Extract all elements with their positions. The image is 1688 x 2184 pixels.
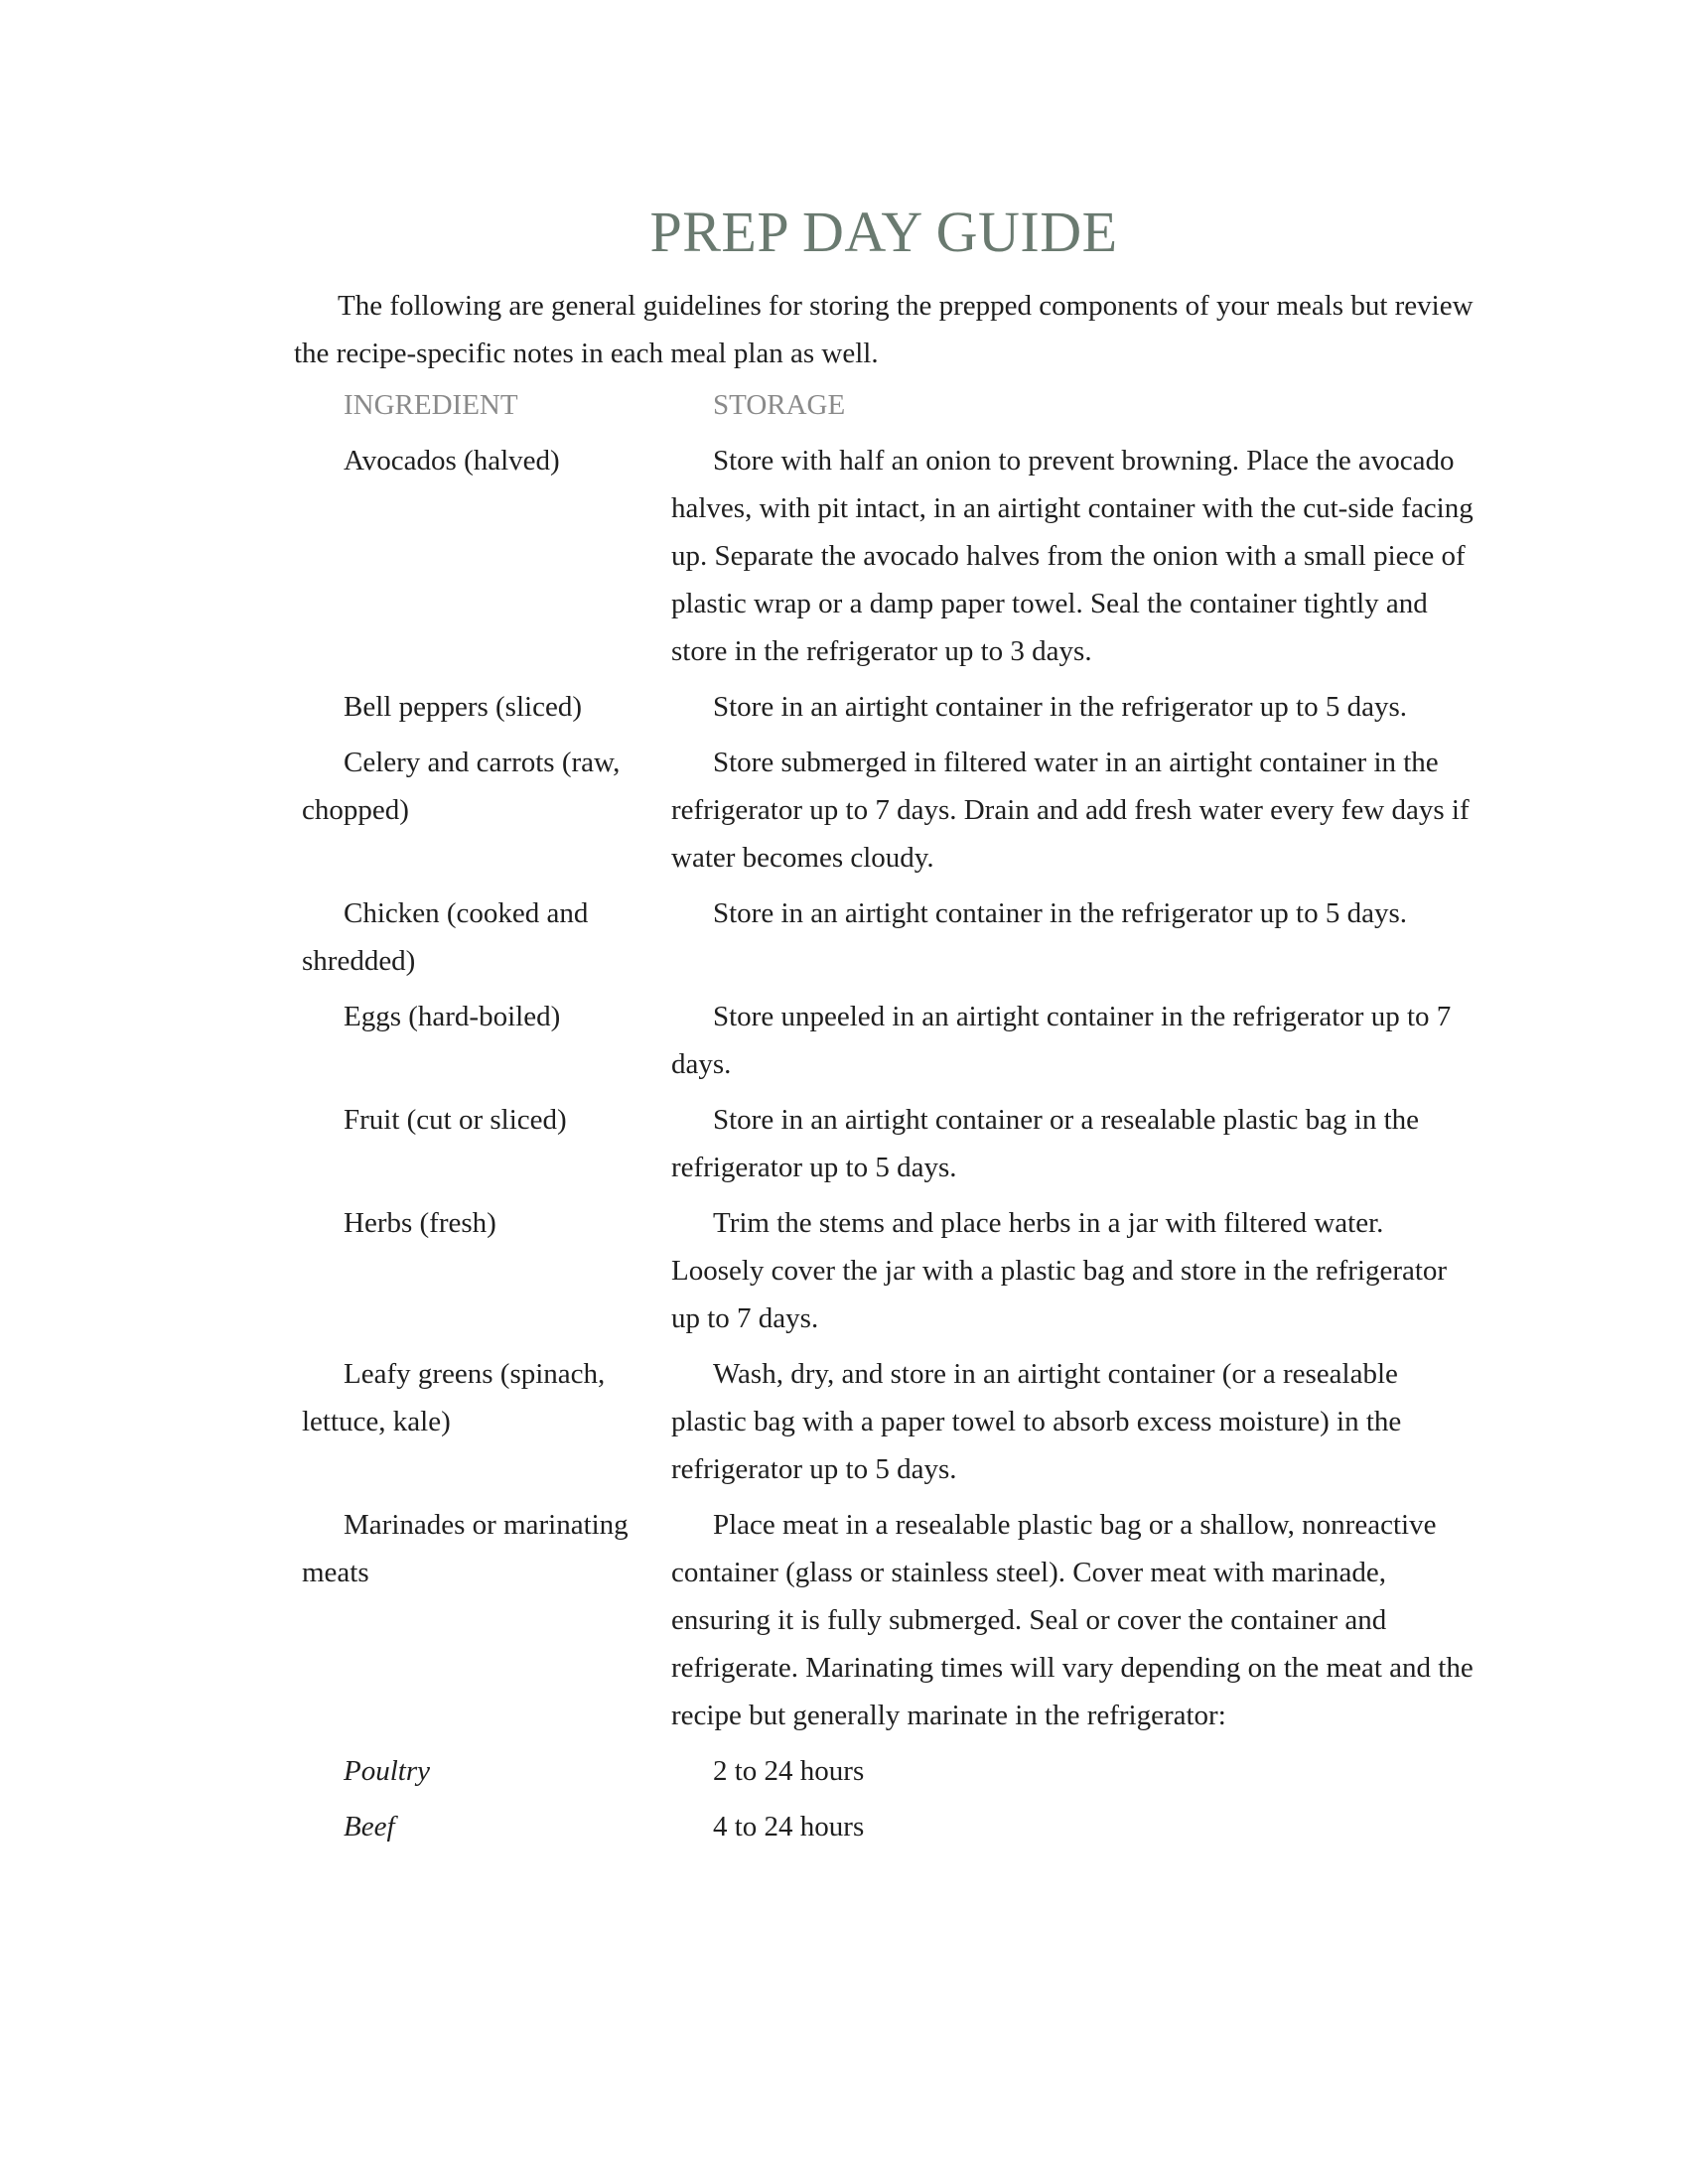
table-row xyxy=(294,889,1474,993)
table-row xyxy=(294,1350,1474,1501)
sub-ingredient-cell: Beef xyxy=(344,1811,395,1843)
ingredient-cell: Chicken (cooked and shredded) xyxy=(302,897,589,977)
ingredient-cell: Bell peppers (sliced) xyxy=(344,691,582,723)
ingredient-cell: Marinades or marinating meats xyxy=(302,1509,629,1588)
ingredient-cell: Fruit (cut or sliced) xyxy=(344,1104,567,1136)
ingredient-cell: Avocados (halved) xyxy=(344,445,560,477)
table-row xyxy=(294,437,1474,683)
sub-storage-cell: 2 to 24 hours xyxy=(713,1755,865,1787)
storage-cell: Wash, dry, and store in an airtight container (or a resealable plastic bag with a paper towel to absorb excess moisture) in the refrigerator up to 5 days. xyxy=(671,1358,1402,1485)
table-row xyxy=(294,1199,1474,1350)
storage-cell: Store in an airtight container or a resealable plastic bag in the refrigerator up to 5 days. xyxy=(671,1104,1420,1183)
table-row xyxy=(294,993,1474,1096)
ingredient-cell: Leafy greens (spinach, lettuce, kale) xyxy=(302,1358,606,1437)
storage-cell: Place meat in a resealable plastic bag or a shallow, nonreactive container (glass or stainless steel). Cover meat with marinade, ensuring it is fully submerged. Seal or cover the container and refrigerate. Marinating times will vary depending on the meat and the recipe but generally marinate in the refrigerator: xyxy=(671,1509,1474,1731)
table-row xyxy=(294,1096,1474,1199)
sub-storage-cell: 4 to 24 hours xyxy=(713,1811,865,1843)
table-sub-row xyxy=(294,1803,1474,1858)
storage-cell: Store in an airtight container in the refrigerator up to 5 days. xyxy=(713,897,1408,929)
storage-table xyxy=(294,381,1474,1858)
ingredient-cell: Celery and carrots (raw, chopped) xyxy=(302,747,621,826)
header-storage: STORAGE xyxy=(713,389,846,421)
storage-cell: Store submerged in filtered water in an airtight container in the refrigerator up to 7 days. Drain and add fresh water every few days if water becomes cloudy. xyxy=(671,747,1470,874)
table-row xyxy=(294,1501,1474,1747)
ingredient-cell: Eggs (hard-boiled) xyxy=(344,1001,561,1032)
page-title: PREP DAY GUIDE xyxy=(649,200,1118,264)
storage-cell: Store unpeeled in an airtight container in the refrigerator up to 7 days. xyxy=(671,1001,1452,1080)
storage-cell: Store with half an onion to prevent browning. Place the avocado halves, with pit intact, in an airtight container with the cut-side facing up. Separate the avocado halves from the onion with a small piece of plastic wrap or a damp paper towel. Seal the container tightly and store in the refrigerator up to 3 days. xyxy=(671,445,1474,667)
storage-cell: Trim the stems and place herbs in a jar with filtered water. Loosely cover the jar with a plastic bag and store in the refrigerator up to 7 days. xyxy=(671,1207,1448,1334)
table-sub-row xyxy=(294,1747,1474,1803)
document-page xyxy=(294,195,1474,1858)
sub-ingredient-cell: Poultry xyxy=(344,1755,430,1787)
table-row xyxy=(294,739,1474,889)
header-ingredient: INGREDIENT xyxy=(344,389,518,421)
intro-paragraph: The following are general guidelines for storing the prepped components of your meals but review the recipe-specific notes in each meal plan as well. xyxy=(294,290,1474,369)
storage-cell: Store in an airtight container in the refrigerator up to 5 days. xyxy=(713,691,1408,723)
table-row xyxy=(294,683,1474,739)
ingredient-cell: Herbs (fresh) xyxy=(344,1207,496,1239)
table-header-row xyxy=(294,381,1474,437)
